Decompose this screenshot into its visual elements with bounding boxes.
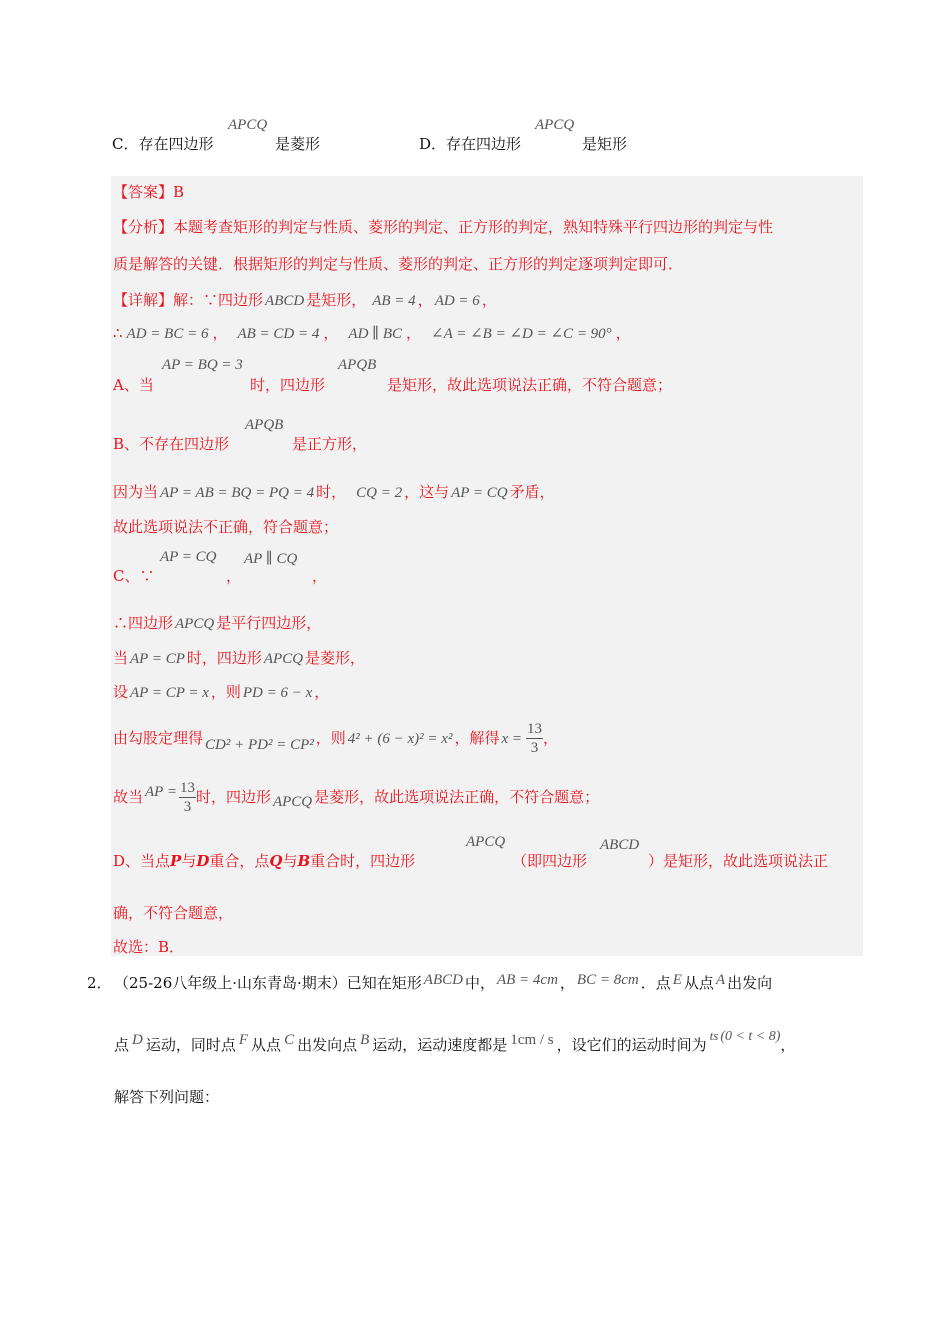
c3-post: 是菱形， (305, 649, 366, 667)
c5-comma: ， (543, 729, 559, 747)
q2-point-e: E (672, 972, 682, 988)
option-d-suffix: 是矩形 (582, 135, 628, 153)
b2-mid: 时， (316, 483, 347, 501)
answer-line (113, 181, 184, 202)
c-line-6 (113, 775, 599, 820)
d-mid: 重合，点 (209, 852, 270, 870)
c3-pre: 当 (113, 649, 129, 667)
c5-eq2: 4² + (6 − x)² = x² (347, 731, 453, 747)
d-line-2: 确，不符合题意， (113, 904, 234, 922)
c4-mid: ，则 (210, 683, 241, 701)
d-point-d: D (196, 852, 210, 870)
math-eq3: AD ∥ BC (348, 326, 403, 342)
c2-quad: APCQ (175, 616, 215, 632)
c-line-2 (113, 612, 321, 633)
comma-2: ， (323, 324, 339, 342)
b-quad: APQB (245, 417, 284, 433)
c4-comma: ， (314, 683, 330, 701)
c-line-3 (113, 647, 365, 668)
c3-math: AP = CP (130, 651, 185, 667)
fraction-13-3 (526, 722, 543, 756)
b-line-3: 故此选项说法不正确，符合题意； (113, 518, 339, 536)
c2-post: 是平行四边形， (216, 614, 322, 632)
fraction-numerator: 13 (527, 721, 542, 737)
c4-math: AP = CP = x (130, 685, 209, 701)
detail-tag: 【详解】 (113, 291, 174, 309)
answer-tag: 【答案】 (113, 183, 174, 201)
d-paren: （即四边形 (512, 852, 588, 870)
q2-line-2 (114, 1028, 796, 1055)
q2-line-3: 解答下列问题： (114, 1088, 220, 1106)
c5-pre: 由勾股定理得 (113, 729, 204, 747)
fraction-denominator-b: 3 (183, 799, 192, 815)
d-post: ）是矩形，故此选项说法正 (648, 852, 829, 870)
c3-mid: 时，四边形 (186, 649, 262, 667)
option-c-math: APCQ (228, 117, 268, 133)
q2-bc: BC = 8cm (576, 972, 639, 988)
c-m2: AP ∥ CQ (244, 551, 298, 567)
math-ab4: AB = 4 (372, 293, 416, 309)
q2-from: 从点 (683, 974, 714, 992)
a-quad: APQB (338, 357, 377, 373)
option-d-math: APCQ (535, 117, 575, 133)
q2-move: 运动，同时点 (145, 1036, 236, 1054)
b-line-2 (113, 481, 555, 502)
d-pre-text: D、当点 (113, 852, 171, 870)
c-pre: C、∵ (113, 567, 155, 585)
c6-ap: AP = (145, 784, 177, 800)
q2-number: 2． (87, 974, 112, 992)
fraction-numerator-b: 13 (179, 780, 195, 796)
q2-comma: ， (559, 974, 575, 992)
c3-quad: APCQ (263, 651, 304, 667)
option-c-suffix: 是菱形 (275, 135, 321, 153)
c4-pd: PD = 6 − x (242, 685, 313, 701)
math-eq1: AD = BC = 6 (126, 326, 209, 342)
q2-l2-pt: 点 (114, 1036, 130, 1054)
q2-toward: 出发向 (727, 974, 773, 992)
a-post: 是矩形，故此选项说法正确，不符合题意； (387, 376, 673, 394)
c4-pre: 设 (113, 683, 129, 701)
fraction-13-3-b (179, 781, 196, 815)
detail-comma: ， (417, 291, 433, 309)
q2-ts: ts (709, 1028, 719, 1043)
c2-pre: ∴四边形 (113, 614, 174, 632)
q2-point-b: B (360, 1032, 370, 1048)
therefore-line (113, 322, 631, 343)
a-math: AP = BQ = 3 (162, 357, 243, 373)
c6-mid: 时，四边形 (195, 788, 271, 806)
q2-range: (0 < t < 8) (720, 1029, 781, 1044)
detail-intro: 解：∵四边形 (173, 291, 264, 309)
math-eq2: AB = CD = 4 (237, 326, 320, 342)
d-quad: APCQ (466, 834, 506, 850)
q2-point-d: D (132, 1032, 143, 1048)
d-with-1: 与 (181, 852, 197, 870)
q2-point-f: F (238, 1032, 249, 1048)
comma-1: ， (212, 324, 228, 342)
c5-x: x = (501, 731, 522, 747)
q2-dot-e: ．点 (640, 974, 671, 992)
q2-in: 中， (464, 974, 495, 992)
c5-eq: CD² + PD² = CP² (205, 737, 314, 753)
b2-math: AP = AB = BQ = PQ = 4 (160, 485, 315, 501)
c5-mid2: ，解得 (454, 729, 500, 747)
q2-source: （25-26八年级上·山东青岛·期末）已知在矩形 (114, 974, 422, 992)
a-pre: A、当 (113, 376, 154, 394)
c5-mid: ，则 (315, 729, 346, 747)
q2-end-comma: ， (780, 1036, 796, 1054)
choose-line: 故选：B． (113, 938, 185, 956)
analysis-text-1: 本题考查矩形的判定与性质、菱形的判定、正方形的判定，熟知特殊平行四边形的判定与性 (173, 218, 774, 236)
b2-cq: CQ = 2 (356, 485, 403, 501)
option-c-label: C．存在四边形 (112, 135, 214, 153)
d-point-p: P (170, 852, 182, 870)
c6-post: 是菱形，故此选项说法正确，不符合题意； (314, 788, 600, 806)
b-post: 是正方形， (292, 435, 368, 453)
c6-pre: 故当 (113, 788, 144, 806)
therefore-symbol: ∴ (113, 324, 123, 342)
q2-unit: 1cm / s (510, 1032, 554, 1048)
c6-quad: APCQ (272, 794, 313, 810)
fraction-denominator: 3 (530, 740, 539, 756)
option-c (112, 133, 213, 154)
q2-abcd: ABCD (423, 972, 463, 988)
math-ad6: AD = 6 (434, 293, 480, 309)
q2-from-2: 从点 (251, 1036, 282, 1054)
d-pre (113, 850, 415, 871)
analysis-tag: 【分析】 (113, 218, 174, 236)
analysis-line-1 (113, 216, 773, 237)
b2-pre: 因为当 (113, 483, 159, 501)
comma-4: ， (615, 324, 631, 342)
answer-value: B (173, 183, 185, 201)
q2-point-c: C (284, 1032, 295, 1048)
q2-time: ，设它们的运动时间为 (556, 1036, 707, 1054)
d-mid2: 重合时，四边形 (310, 852, 416, 870)
option-d (419, 133, 521, 154)
c-m1: AP = CQ (160, 549, 217, 565)
q2-speed: 运动，运动速度都是 (372, 1036, 508, 1054)
q2-ab: AB = 4cm (496, 972, 558, 988)
c-comma-1: ， (226, 567, 242, 585)
b2-ap: AP = CQ (451, 485, 508, 501)
detail-line (113, 289, 497, 310)
d-with-2: 与 (282, 852, 298, 870)
d-abcd: ABCD (600, 837, 640, 853)
detail-is-rect: 是矩形， (306, 291, 367, 309)
option-d-label: D．存在四边形 (419, 135, 522, 153)
b-pre: B、不存在四边形 (113, 435, 230, 453)
q2-to-b: 出发向点 (297, 1036, 358, 1054)
detail-comma-2: ， (481, 291, 497, 309)
math-abcd: ABCD (265, 293, 305, 309)
b2-post: 矛盾， (509, 483, 555, 501)
math-eq4: ∠A = ∠B = ∠D = ∠C = 90° (431, 326, 612, 342)
a-mid: 时，四边形 (250, 376, 326, 394)
comma-3: ， (406, 324, 422, 342)
q2-point-a: A (715, 972, 726, 988)
d-point-q: Q (269, 852, 283, 870)
c-comma-2: ， (312, 567, 328, 585)
b2-mid2: ，这与 (404, 483, 450, 501)
c-line-4 (113, 681, 329, 702)
d-point-b: B (297, 852, 311, 870)
analysis-line-2: 质是解答的关键．根据矩形的判定与性质、菱形的判定、正方形的判定逐项判定即可． (113, 255, 684, 273)
c-line-5 (113, 720, 558, 757)
q2-line-1 (114, 972, 772, 993)
